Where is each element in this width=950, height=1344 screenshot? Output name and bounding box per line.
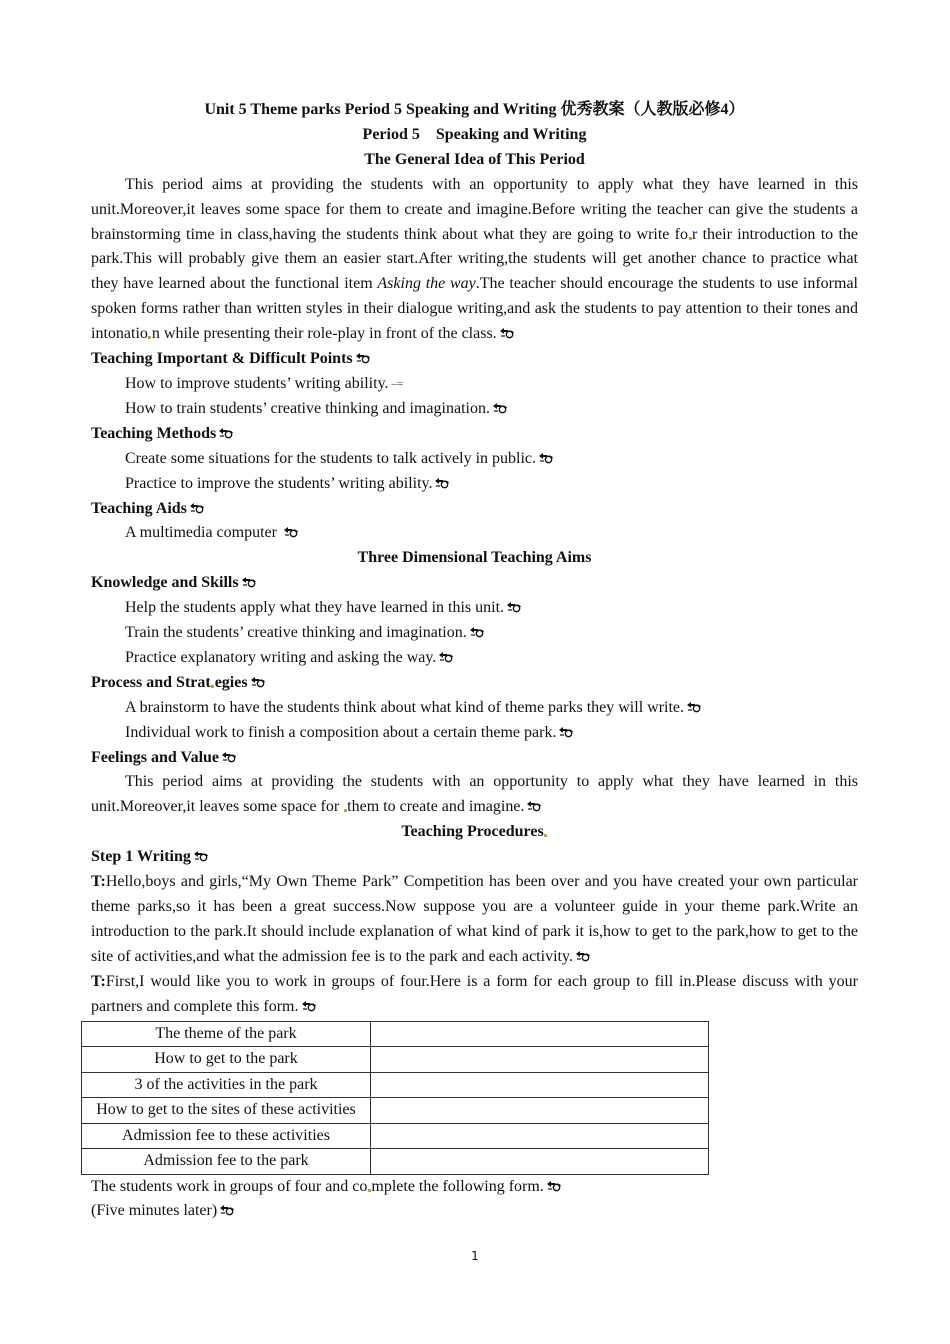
form-row bbox=[82, 1098, 709, 1124]
highlight-dot bbox=[544, 834, 547, 837]
list-item-text: Practice explanatory writing and asking the way. bbox=[125, 648, 437, 666]
form-row bbox=[82, 1072, 709, 1098]
general-idea-heading: The General Idea of This Period bbox=[364, 150, 585, 168]
form-row-value-cell[interactable] bbox=[371, 1047, 709, 1073]
list-item-text: How to train students’ creative thinking and imagination. bbox=[125, 399, 490, 417]
form-row bbox=[82, 1149, 709, 1175]
functional-item-italic: Asking the way bbox=[377, 275, 476, 293]
paragraph-mark-icon bbox=[355, 352, 371, 364]
form-row bbox=[82, 1021, 709, 1047]
paragraph-text: The students work in groups of four and co bbox=[91, 1177, 368, 1195]
form-row-value-cell[interactable] bbox=[371, 1098, 709, 1124]
list-item-text: A multimedia computer bbox=[125, 524, 281, 542]
after-form-line bbox=[91, 1175, 858, 1200]
paragraph-mark-icon bbox=[575, 950, 591, 962]
section-heading-aids bbox=[91, 497, 858, 522]
paragraph-text: .The teacher should encourage the students to use informal spoken forms rather than written styles in their dialogue writing,and ask the students to pay attention to their tones and intonatio bbox=[91, 275, 858, 343]
paragraph-mark-icon bbox=[219, 1204, 235, 1216]
heading-text: Process and Strat bbox=[91, 673, 211, 691]
heading-text: Feelings and Value bbox=[91, 748, 220, 766]
list-item bbox=[91, 372, 858, 397]
form-row-label: Admission fee to the park bbox=[82, 1149, 371, 1175]
paragraph-mark-icon bbox=[499, 327, 515, 339]
form-row-label: How to get to the park bbox=[82, 1047, 371, 1073]
paragraph-mark-icon bbox=[189, 502, 205, 514]
step-heading bbox=[91, 845, 858, 870]
paragraph-text: them to create and imagine. bbox=[347, 798, 525, 816]
paragraph-mark-icon bbox=[558, 726, 574, 738]
form-row-value-cell[interactable] bbox=[371, 1021, 709, 1047]
list-item bbox=[91, 696, 858, 721]
speech-text: First,I would like you to work in groups of four.Here is a form for each group to fill in.Please discuss with your partners and complete this form. bbox=[91, 972, 858, 1015]
heading-text: Teaching Procedures bbox=[401, 823, 544, 841]
general-idea-paragraph bbox=[91, 173, 858, 347]
teacher-speech bbox=[91, 970, 858, 1020]
paragraph-mark-icon bbox=[492, 402, 508, 414]
speaker-label: T: bbox=[91, 873, 106, 891]
paragraph-mark-icon bbox=[250, 676, 266, 688]
list-item-text: How to improve students’ writing ability. bbox=[125, 374, 389, 392]
section-heading-process bbox=[91, 671, 858, 696]
paragraph-mark-icon bbox=[241, 576, 257, 588]
heading-text: Step 1 Writing bbox=[91, 848, 191, 866]
paragraph-mark-icon bbox=[301, 1000, 317, 1012]
list-item bbox=[91, 447, 858, 472]
form-row-value-cell[interactable] bbox=[371, 1123, 709, 1149]
paragraph-mark-icon bbox=[686, 701, 702, 713]
line-break-mark-icon: –= bbox=[391, 377, 404, 390]
paragraph-text: This period aims at providing the students with an opportunity to apply what they have learned in this unit.Moreover,it leaves some space for them to create and imagine.Before writing the teacher can give the students a brainstorming time in class,having the students think about what they are going to write fo bbox=[91, 175, 858, 243]
paragraph-text: (Five minutes later) bbox=[91, 1202, 218, 1220]
section-heading-important-points bbox=[91, 347, 858, 372]
list-item-text: A brainstorm to have the students think about what kind of theme parks they will write. bbox=[125, 698, 685, 716]
list-item bbox=[91, 646, 858, 671]
list-item-text: Help the students apply what they have learned in this unit. bbox=[125, 599, 505, 617]
form-row-label: How to get to the sites of these activities bbox=[82, 1098, 371, 1124]
heading-text: Teaching Important & Difficult Points bbox=[91, 350, 353, 368]
document-subtitle: Period 5 Speaking and Writing bbox=[362, 125, 587, 143]
paragraph-mark-icon bbox=[193, 850, 209, 862]
procedures-heading bbox=[91, 820, 858, 845]
list-item bbox=[91, 397, 858, 422]
paragraph-text: This period aims at providing the students with an opportunity to apply what they have learned in this unit.Moreover,it leaves some space for bbox=[91, 773, 858, 816]
heading-text: Knowledge and Skills bbox=[91, 574, 239, 592]
section-heading-knowledge bbox=[91, 571, 858, 596]
paragraph-mark-icon bbox=[283, 526, 299, 538]
paragraph-mark-icon bbox=[438, 651, 454, 663]
speaker-label: T: bbox=[91, 972, 106, 990]
form-row bbox=[82, 1047, 709, 1073]
after-form-line bbox=[91, 1199, 858, 1224]
paragraph-mark-icon bbox=[526, 800, 542, 812]
paragraph-text: r their introduction to the park.This will probably give them an easier start.After writing,the students will get another chance to practice what they have learned about the functional item bbox=[91, 225, 858, 293]
paragraph-text: n while presenting their role-play in front of the class. bbox=[151, 325, 497, 343]
list-item bbox=[91, 472, 858, 497]
list-item-text: Create some situations for the students to talk actively in public. bbox=[125, 449, 537, 467]
section-heading-methods bbox=[91, 422, 858, 447]
form-row-value-cell[interactable] bbox=[371, 1072, 709, 1098]
teacher-speech bbox=[91, 870, 858, 970]
document-page bbox=[91, 98, 858, 1224]
paragraph-mark-icon bbox=[469, 626, 485, 638]
heading-text: Teaching Aids bbox=[91, 499, 187, 517]
form-row-label: 3 of the activities in the park bbox=[82, 1072, 371, 1098]
paragraph-mark-icon bbox=[538, 452, 554, 464]
list-item bbox=[91, 621, 858, 646]
list-item bbox=[91, 721, 858, 746]
heading-text: egies bbox=[214, 673, 248, 691]
paragraph-mark-icon bbox=[218, 427, 234, 439]
speech-text: Hello,boys and girls,“My Own Theme Park” Competition has been over and you have created your own particular theme parks,so it has been a great success.Now suppose you are a volunteer guide in your theme park.Write an introduction to the park.It should include explanation of what kind of park it is,how to get to the park,how to get to the site of activities,and what the admission fee is to the park and each activity. bbox=[91, 873, 858, 965]
list-item bbox=[91, 521, 858, 546]
paragraph-mark-icon bbox=[434, 477, 450, 489]
form-row-value-cell[interactable] bbox=[371, 1149, 709, 1175]
aims-heading: Three Dimensional Teaching Aims bbox=[357, 549, 592, 567]
heading-text: Teaching Methods bbox=[91, 424, 217, 442]
section-heading-feelings bbox=[91, 746, 858, 771]
list-item-text: Practice to improve the students’ writing ability. bbox=[125, 474, 433, 492]
list-item-text: Individual work to finish a composition about a certain theme park. bbox=[125, 723, 557, 741]
paragraph-text: mplete the following form. bbox=[371, 1177, 544, 1195]
form-row bbox=[82, 1123, 709, 1149]
paragraph-mark-icon bbox=[546, 1180, 562, 1192]
list-item bbox=[91, 596, 858, 621]
page-number: 1 bbox=[471, 1249, 479, 1263]
list-item-text: Train the students’ creative thinking and imagination. bbox=[125, 624, 467, 642]
document-title: Unit 5 Theme parks Period 5 Speaking and Writing 优秀教案（人教版必修4） bbox=[204, 101, 745, 118]
group-form-table bbox=[81, 1021, 709, 1175]
form-row-label: Admission fee to these activities bbox=[82, 1123, 371, 1149]
feelings-paragraph bbox=[91, 770, 858, 820]
paragraph-mark-icon bbox=[506, 601, 522, 613]
form-row-label: The theme of the park bbox=[82, 1021, 371, 1047]
paragraph-mark-icon bbox=[221, 751, 237, 763]
